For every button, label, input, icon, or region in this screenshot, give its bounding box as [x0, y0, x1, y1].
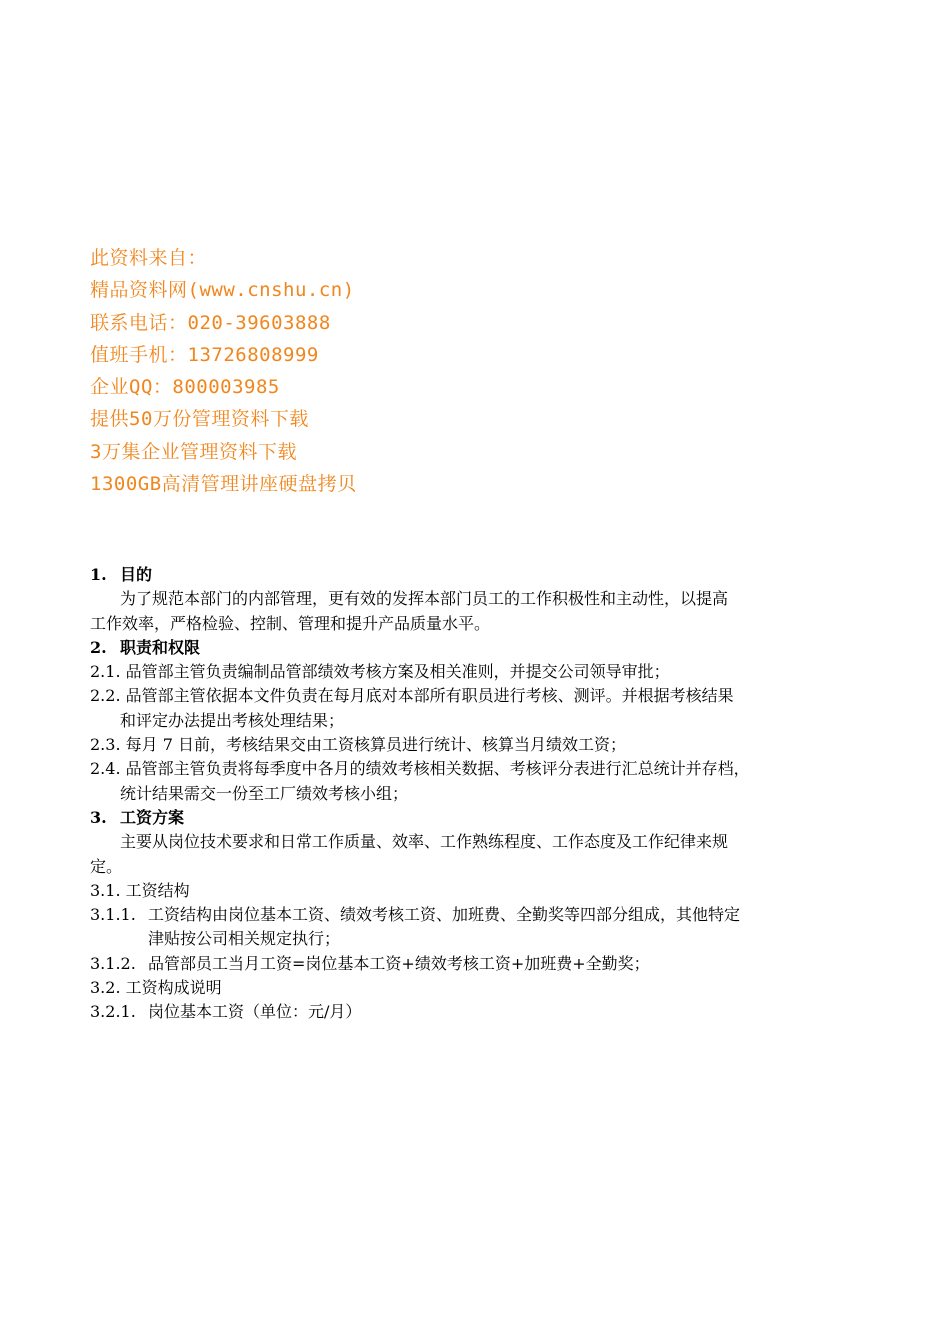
- list-item: 2.2. 品管部主管依据本文件负责在每月底对本部所有职员进行考核、测评。并根据考核结果: [90, 686, 734, 706]
- item-text: 工资结构由岗位基本工资、绩效考核工资、加班费、全勤奖等四部分组成，其他特定: [148, 905, 741, 925]
- promo-offer-line-3: 1300GB高清管理讲座硬盘拷贝: [90, 473, 357, 496]
- item-number: 3.1.1.: [90, 905, 136, 925]
- list-item-continuation: 和评定办法提出考核处理结果；: [120, 710, 345, 730]
- section-heading-purpose: [90, 563, 880, 587]
- subsection-heading: 3.2. 工资构成说明: [90, 978, 222, 998]
- paragraph-line: 工作效率，严格检验、控制、管理和提升产品质量水平。: [90, 613, 491, 633]
- paragraph-line: 主要从岗位技术要求和日常工作质量、效率、工作熟练程度、工作态度及工作纪律来规: [120, 832, 729, 852]
- item-number: 3.2.1.: [90, 1002, 136, 1022]
- list-item: 2.1. 品管部主管负责编制品管部绩效考核方案及相关准则，并提交公司领导审批；: [90, 662, 670, 682]
- promo-offer-line-1: 提供50万份管理资料下载: [90, 408, 309, 431]
- section-title: 工资方案: [120, 807, 185, 827]
- section-heading-salary-plan: [90, 806, 880, 830]
- section-heading-responsibilities: [90, 636, 880, 660]
- promo-phone-line: 联系电话：020-39603888: [90, 311, 331, 334]
- list-item: [90, 1000, 880, 1024]
- list-item-continuation: 津贴按公司相关规定执行；: [148, 929, 341, 949]
- list-item: 2.4. 品管部主管负责将每季度中各月的绩效考核相关数据、考核评分表进行汇总统计并存档，: [90, 759, 750, 779]
- item-number: 3.1.2.: [90, 953, 136, 973]
- document-body: [90, 563, 880, 1025]
- paragraph-line: 为了规范本部门的内部管理，更有效的发挥本部门员工的工作积极性和主动性，以提高: [120, 589, 729, 609]
- list-item: 2.3. 每月 7 日前，考核结果交由工资核算员进行统计、核算当月绩效工资；: [90, 735, 626, 755]
- item-text: 岗位基本工资（单位：元/月）: [148, 1002, 362, 1022]
- promo-qq-line: 企业QQ：800003985: [90, 376, 280, 399]
- list-item: [90, 952, 880, 976]
- subsection-heading: 3.1. 工资结构: [90, 880, 190, 900]
- promo-website-line: 精品资料网(www.cnshu.cn): [90, 279, 355, 302]
- promo-offer-line-2: 3万集企业管理资料下载: [90, 440, 297, 463]
- list-item: [90, 903, 880, 927]
- promo-mobile-line: 值班手机：13726808999: [90, 343, 319, 366]
- paragraph-line: 定。: [90, 856, 123, 876]
- section-number: 2.: [90, 637, 107, 657]
- section-number: 3.: [90, 807, 107, 827]
- section-title: 目的: [120, 565, 153, 584]
- section-title: 职责和权限: [120, 637, 201, 657]
- promo-source-line: 此资料来自：: [90, 247, 208, 269]
- list-item-continuation: 统计结果需交一份至工厂绩效考核小组；: [120, 783, 409, 803]
- section-number: 1.: [90, 565, 107, 584]
- item-text: 品管部员工当月工资=岗位基本工资+绩效考核工资+加班费+全勤奖；: [148, 953, 650, 973]
- promo-block: [90, 242, 690, 500]
